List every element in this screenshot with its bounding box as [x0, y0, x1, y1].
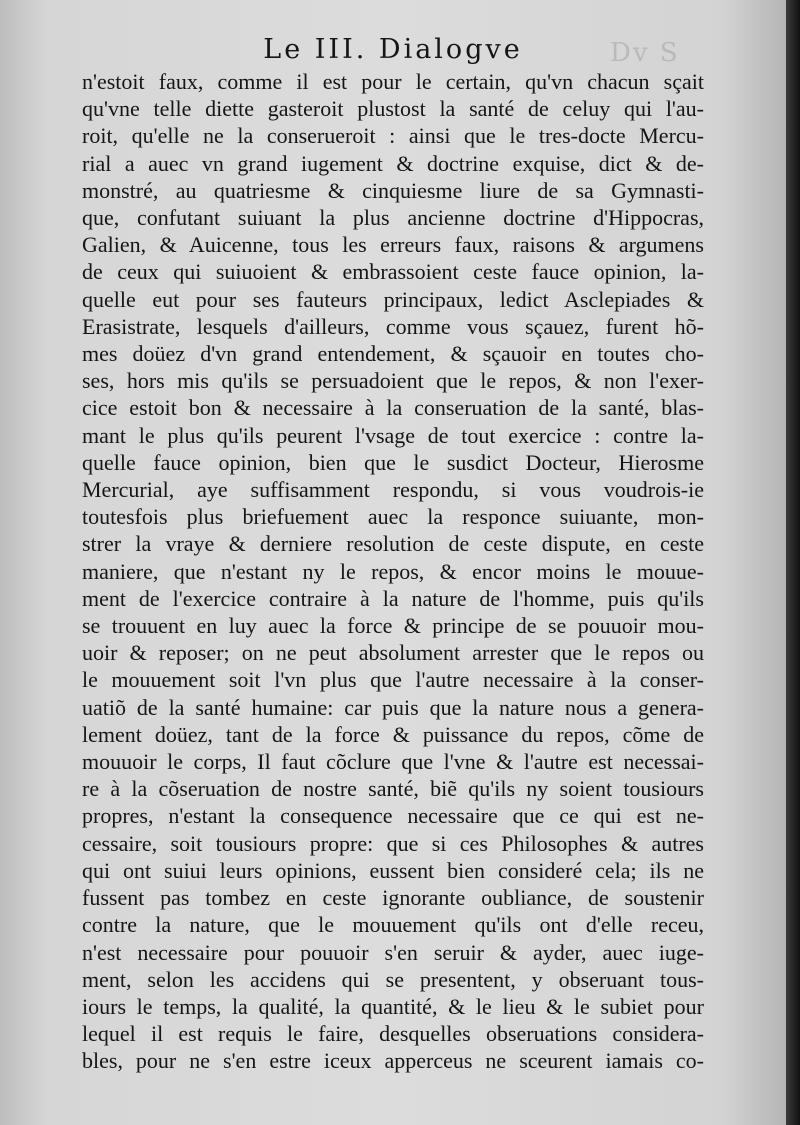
text-line: qui ont suiui leurs opinions, eussent bien consideré cela; ils ne	[82, 857, 704, 883]
text-line: Mercurial, aye suffisamment respondu, si vous voudrois-ie	[82, 477, 704, 503]
text-line: iours le temps, la qualité, la quantité, & le lieu & le subiet pour	[82, 993, 704, 1019]
text-line: lequel il est requis le faire, desquelles obseruations considera-	[82, 1021, 704, 1047]
text-line: Galien, & Auicenne, tous les erreurs faux, raisons & argumens	[82, 232, 704, 258]
text-line: se trouuent en luy auec la force & principe de se pouuoir mou-	[82, 613, 704, 639]
text-line: monstré, au quatriesme & cinquiesme liure de sa Gymnasti-	[82, 177, 704, 203]
text-line: uatiõ de la santé humaine: car puis que la nature nous a genera-	[82, 694, 704, 720]
text-line: strer la vraye & derniere resolution de ceste dispute, en ceste	[82, 531, 704, 557]
text-line: mant le plus qu'ils peurent l'vsage de tout exercice : contre la-	[82, 422, 704, 448]
text-line: rial a auec vn grand iugement & doctrine exquise, dict & de-	[82, 150, 704, 176]
text-line: contre la nature, que le mouuement qu'ils ont d'elle receu,	[82, 912, 704, 938]
text-line: mes doüez d'vn grand entendement, & sçauoir en toutes cho-	[82, 341, 704, 367]
bleed-through-header: Dv S	[610, 38, 680, 68]
text-line: cessaire, soit tousiours propre: que si ces Philosophes & autres	[82, 830, 704, 856]
text-line: re à la cõseruation de nostre santé, biẽ qu'ils ny soient tousiours	[82, 776, 704, 802]
text-line: Erasistrate, lesquels d'ailleurs, comme vous sçauez, furent hõ-	[82, 313, 704, 339]
text-line: ses, hors mis qu'ils se persuadoient que le repos, & non l'exer-	[82, 368, 704, 394]
text-line: que, confutant suiuant la plus ancienne doctrine d'Hippocras,	[82, 205, 704, 231]
text-line: roit, qu'elle ne la conserueroit : ainsi que le tres-docte Mercu-	[82, 123, 704, 149]
text-line: cice estoit bon & necessaire à la conseruation de la santé, blas-	[82, 395, 704, 421]
text-line: quelle fauce opinion, bien que le susdict Docteur, Hierosme	[82, 449, 704, 475]
text-line: ment, selon les accidens qui se presentent, y obseruant tous-	[82, 966, 704, 992]
text-line: propres, n'estant la consequence necessaire que ce qui est ne-	[82, 803, 704, 829]
body-text	[82, 68, 704, 1075]
text-line: maniere, que n'estant ny le repos, & encor moins le mouue-	[82, 558, 704, 584]
text-line: uoir & reposer; on ne peut absolument arrester que le repos ou	[82, 640, 704, 666]
text-line: bles, pour ne s'en estre iceux apperceus ne sceurent iamais co-	[82, 1048, 704, 1074]
text-line: mouuoir le corps, Il faut cõclure que l'vne & l'autre est necessai-	[82, 749, 704, 775]
text-line: fussent pas tombez en ceste ignorante oubliance, de soustenir	[82, 885, 704, 911]
text-line: qu'vne telle diette gasteroit plustost la santé de celuy qui l'au-	[82, 96, 704, 122]
text-line: n'estoit faux, comme il est pour le certain, qu'vn chacun sçait	[82, 69, 704, 94]
text-line: le mouuement soit l'vn plus que l'autre necessaire à la conser-	[82, 667, 704, 693]
text-line: n'est necessaire pour pouuoir s'en seruir & ayder, auec iuge-	[82, 939, 704, 965]
text-line: toutesfois plus briefuement auec la responce suiuante, mon-	[82, 504, 704, 530]
text-line: ment de l'exercice contraire à la nature de l'homme, puis qu'ils	[82, 585, 704, 611]
page-edge-shadow	[786, 0, 800, 1125]
text-line: de ceux qui suiuoient & embrassoient ceste fauce opinion, la-	[82, 259, 704, 285]
running-header: Le III. Dialogve	[263, 34, 523, 65]
text-line: lement doüez, tant de la force & puissance du repos, cõme de	[82, 721, 704, 747]
text-line: quelle eut pour ses fauteurs principaux, ledict Asclepiades &	[82, 286, 704, 312]
